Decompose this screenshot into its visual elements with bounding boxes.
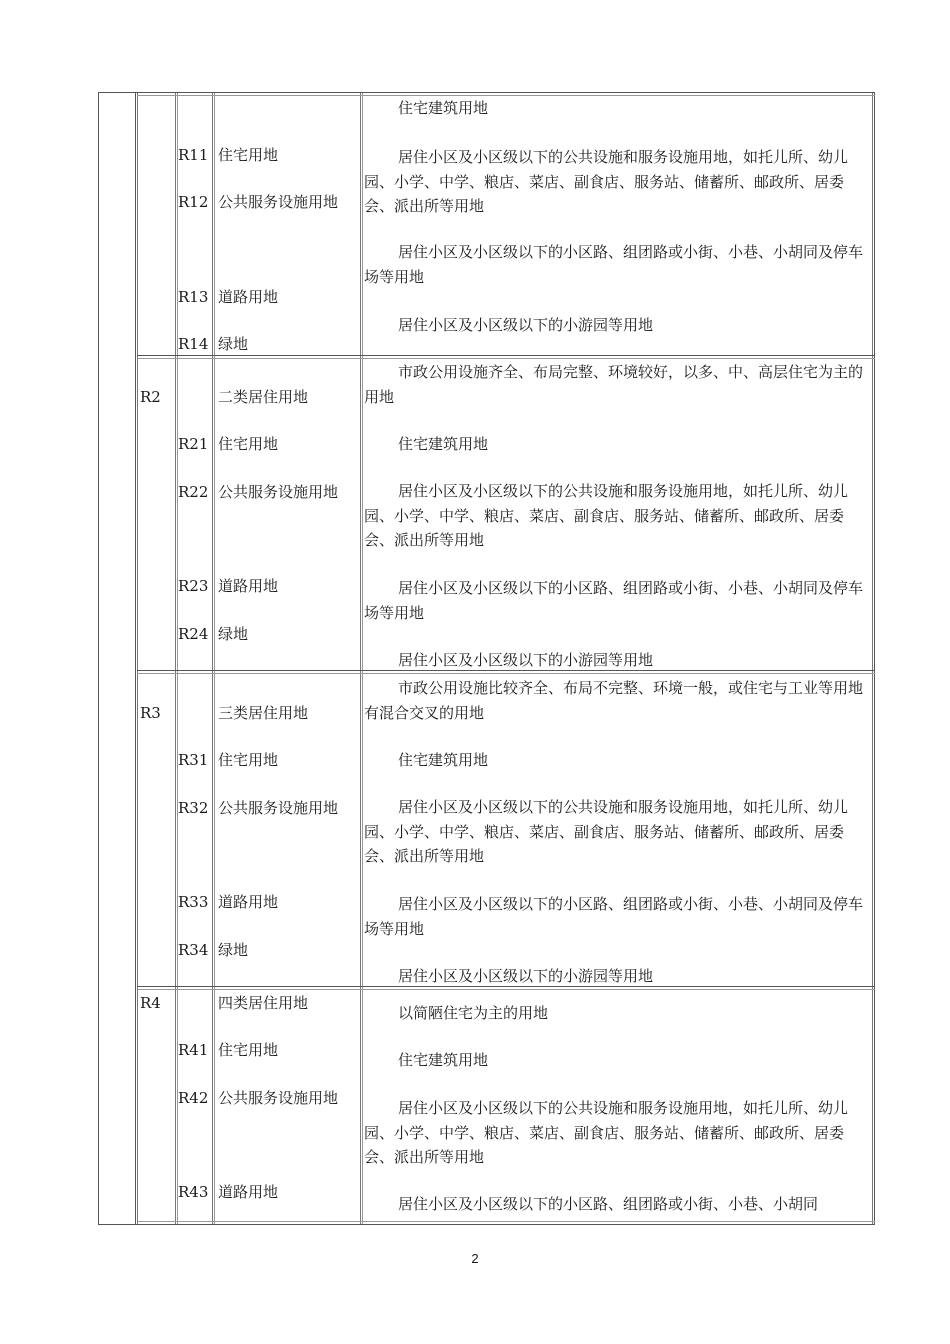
row-name: 住宅用地 xyxy=(218,435,279,453)
row-name: 道路用地 xyxy=(218,893,279,911)
row-code: R41 xyxy=(178,1041,209,1059)
group-summary: 市政公用设施齐全、布局完整、环境较好，以多、中、高层住宅为主的用地 xyxy=(364,363,864,406)
row-code: R42 xyxy=(178,1089,209,1107)
group-summary: 住宅建筑用地 xyxy=(398,99,489,117)
row-name: 住宅用地 xyxy=(218,146,279,164)
row-code: R14 xyxy=(178,335,209,353)
row-name: 绿地 xyxy=(218,335,249,353)
group-name: 二类居住用地 xyxy=(218,388,309,406)
group-name: 四类居住用地 xyxy=(218,994,309,1012)
row-code: R23 xyxy=(178,577,209,595)
row-description: 住宅建筑用地 xyxy=(398,435,489,453)
row-description: 居住小区及小区级以下的小游园等用地 xyxy=(398,316,654,334)
row-name: 公共服务设施用地 xyxy=(218,799,339,817)
row-code: R32 xyxy=(178,799,209,817)
row-name: 住宅用地 xyxy=(218,751,279,769)
page-number: 2 xyxy=(471,1251,479,1266)
group-name: 三类居住用地 xyxy=(218,704,309,722)
row-code: R43 xyxy=(178,1183,209,1201)
row-description: 居住小区及小区级以下的公共设施和服务设施用地，如托儿所、幼儿园、小学、中学、粮店、菜店、副食店、服务站、储蓄所、邮政所、居委会、派出所等用地 xyxy=(364,482,849,549)
row-code: R24 xyxy=(178,625,209,643)
row-description: 居住小区及小区级以下的小区路、组团路或小街、小巷、小胡同及停车场等用地 xyxy=(364,579,864,622)
row-description: 居住小区及小区级以下的公共设施和服务设施用地，如托儿所、幼儿园、小学、中学、粮店、菜店、副食店、服务站、储蓄所、邮政所、居委会、派出所等用地 xyxy=(364,148,849,215)
row-description: 居住小区及小区级以下的小游园等用地 xyxy=(398,967,654,985)
row-name: 绿地 xyxy=(218,941,249,959)
row-name: 绿地 xyxy=(218,625,249,643)
row-description: 居住小区及小区级以下的小游园等用地 xyxy=(398,651,654,669)
row-code: R33 xyxy=(178,893,209,911)
row-description: 住宅建筑用地 xyxy=(398,751,489,769)
row-code: R31 xyxy=(178,751,209,769)
row-description: 居住小区及小区级以下的小区路、组团路或小街、小巷、小胡同及停车场等用地 xyxy=(364,895,864,938)
row-name: 公共服务设施用地 xyxy=(218,483,339,501)
group-code: R4 xyxy=(140,994,161,1012)
row-code: R22 xyxy=(178,483,209,501)
row-name: 道路用地 xyxy=(218,1183,279,1201)
row-name: 住宅用地 xyxy=(218,1041,279,1059)
group-summary: 市政公用设施比较齐全、布局不完整、环境一般，或住宅与工业等用地有混合交叉的用地 xyxy=(364,679,864,722)
row-name: 公共服务设施用地 xyxy=(218,193,339,211)
row-description: 居住小区及小区级以下的公共设施和服务设施用地，如托儿所、幼儿园、小学、中学、粮店、菜店、副食店、服务站、储蓄所、邮政所、居委会、派出所等用地 xyxy=(364,1099,849,1166)
group-summary: 以简陋住宅为主的用地 xyxy=(398,1004,549,1022)
row-code: R13 xyxy=(178,288,209,306)
row-description: 居住小区及小区级以下的小区路、组团路或小街、小巷、小胡同 xyxy=(398,1195,819,1213)
row-name: 道路用地 xyxy=(218,288,279,306)
group-code: R3 xyxy=(140,704,161,722)
row-description: 居住小区及小区级以下的小区路、组团路或小街、小巷、小胡同及停车场等用地 xyxy=(364,243,864,286)
row-code: R12 xyxy=(178,193,209,211)
row-description: 居住小区及小区级以下的公共设施和服务设施用地，如托儿所、幼儿园、小学、中学、粮店、菜店、副食店、服务站、储蓄所、邮政所、居委会、派出所等用地 xyxy=(364,798,849,865)
row-code: R21 xyxy=(178,435,209,453)
row-name: 公共服务设施用地 xyxy=(218,1089,339,1107)
row-code: R34 xyxy=(178,941,209,959)
row-description: 住宅建筑用地 xyxy=(398,1051,489,1069)
row-name: 道路用地 xyxy=(218,577,279,595)
row-code: R11 xyxy=(178,146,209,164)
group-code: R2 xyxy=(140,388,161,406)
